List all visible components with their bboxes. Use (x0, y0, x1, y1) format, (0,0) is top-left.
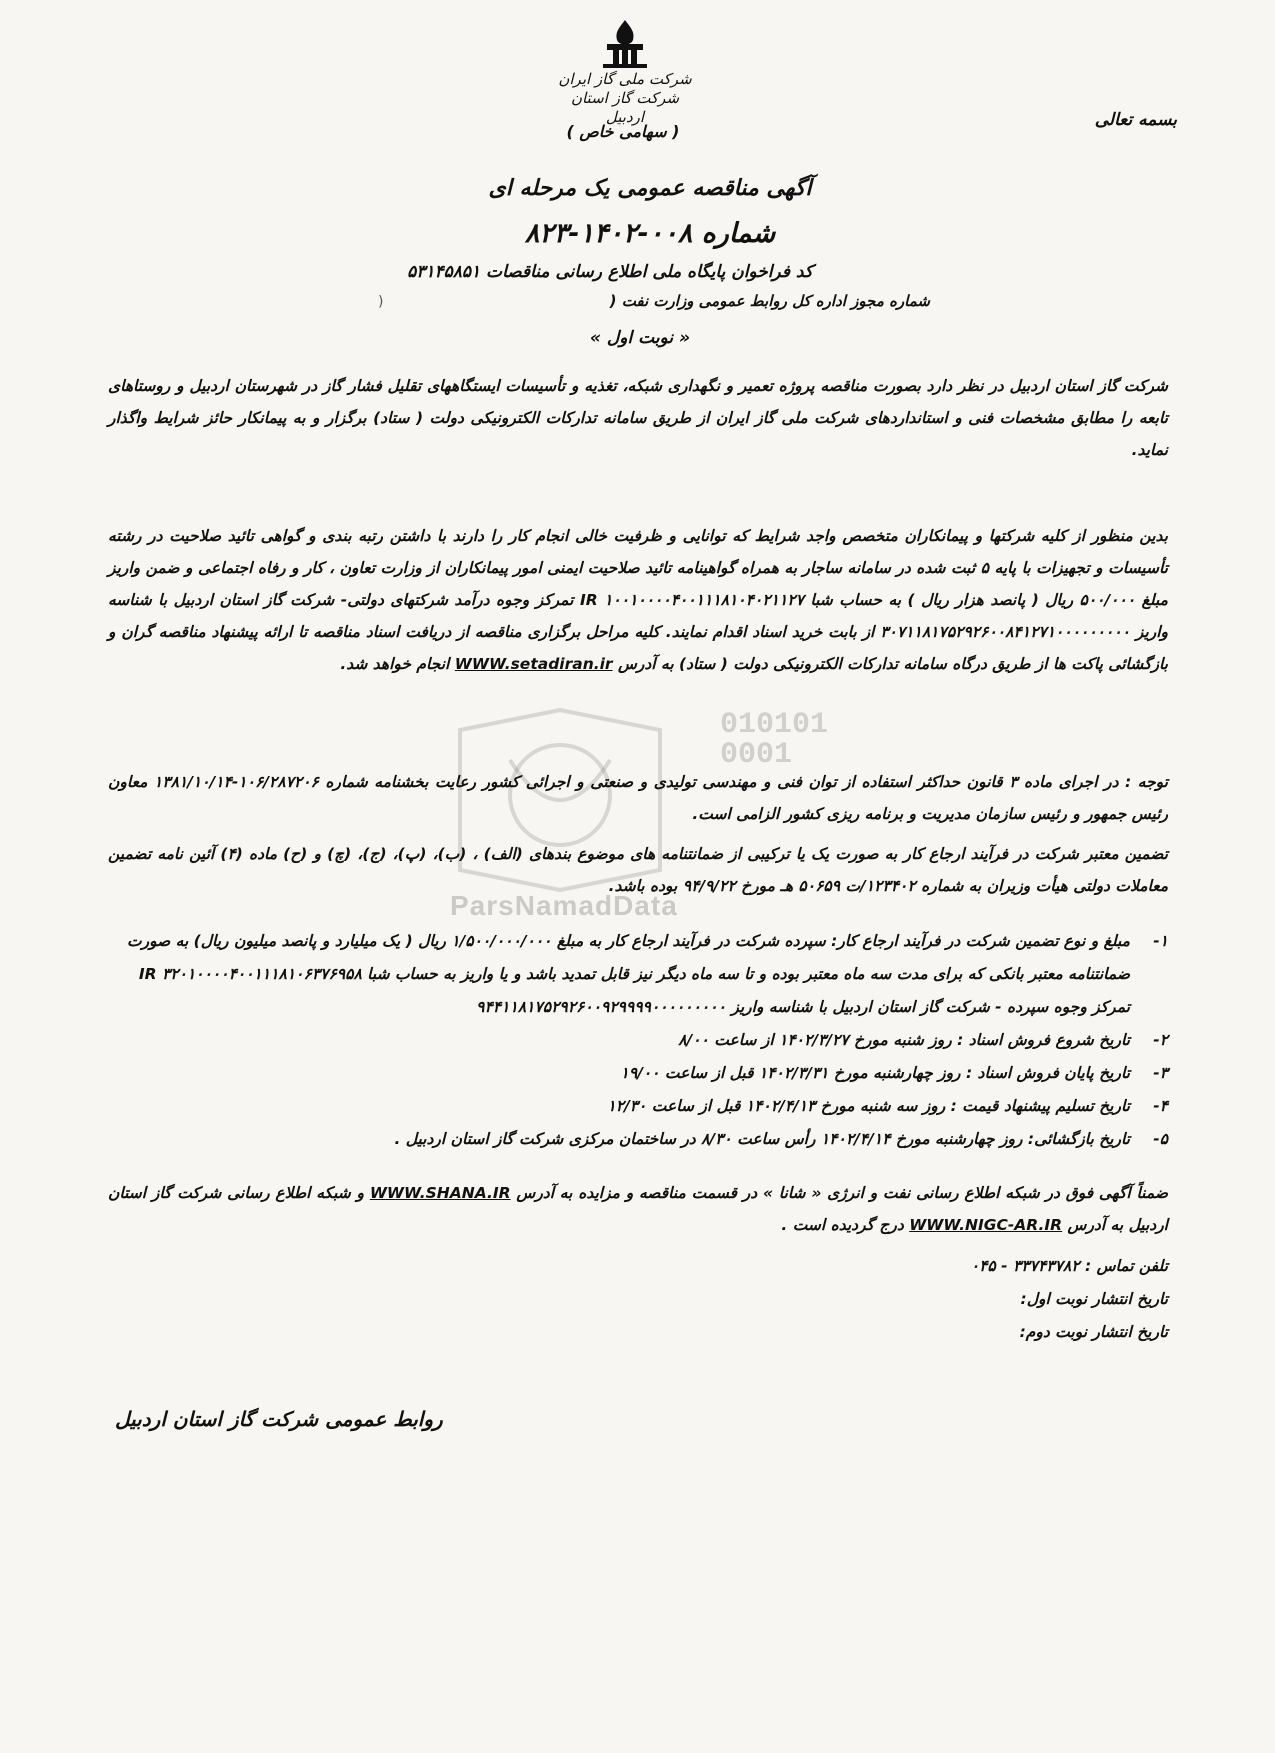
company-type: ( سهامی خاص ) (566, 122, 680, 141)
publish-date-second: تاریخ انتشار نوبت دوم: (1019, 1323, 1168, 1341)
shana-link[interactable]: WWW.SHANA.IR (369, 1184, 511, 1202)
list-item: ۴- تاریخ تسلیم پیشنهاد قیمت : روز سه شنبه مورخ ۱۴۰۲/۴/۱۳ قبل از ساعت ۱۲/۳۰ (607, 1097, 1168, 1115)
round-label: « نوبت اول » (589, 328, 691, 348)
list-item: ۲- تاریخ شروع فروش اسناد : روز شنبه مورخ ۱۴۰۲/۳/۲۷ از ساعت ۸/۰۰ (678, 1031, 1168, 1049)
notice-number: شماره ۰۰۸-۱۴۰۲-۸۲۳ (524, 218, 776, 249)
setadiran-link[interactable]: WWW.setadiran.ir (454, 655, 613, 673)
conditions-list (108, 925, 1168, 1156)
license-number-close: ) (378, 294, 384, 310)
phone-line: تلفن تماس : ۳۳۷۴۳۷۸۲ - ۰۴۵ (970, 1257, 1168, 1275)
guarantee-paragraph: تضمین معتبر شرکت در فرآیند ارجاع کار به صورت یک یا ترکیبی از ضمانتنامه های موضوع بندهای (الف) ، (ب)، (پ)، (ج)، (چ) و (ح) ماده (۴) آئین نامه تضمین معاملات دولتی هیأت وزیران به شماره ۱۲۳۴۰۲/ت ۵۰۶۵۹ هـ مورخ ۹۴/۹/۲۲ بوده باشد. (108, 845, 1168, 895)
call-code: کد فراخوان پایگاه ملی اطلاع رسانی مناقصات ۵۳۱۴۵۸۵۱ (407, 262, 813, 282)
note-paragraph: توجه : در اجرای ماده ۳ قانون حداکثر استفاده از توان فنی و مهندسی تولیدی و صنعتی و اجرائی کشور رعایت بخشنامه شماره ۱۰۶/۲۸۷۲۰۶-۱۳۸۱/۱۰/۱۴ معاون رئیس جمهور و رئیس سازمان مدیریت و برنامه ریزی کشور الزامی است. (108, 773, 1168, 823)
intro-paragraph: شرکت گاز استان اردبیل در نظر دارد بصورت مناقصه پروژه تعمیر و نگهداری شبکه، تغذیه و تأسیسات ایستگاههای تقلیل فشار گاز در شهرستان اردبیل و روستاهای تابعه را مطابق مشخصات فنی و استانداردهای شرکت ملی گاز ایران از طریق سامانه تدارکات الکترونیکی دولت ( ستاد) برگزار و به پیمانکار حائز شرایط واگذار نماید. (108, 377, 1168, 459)
list-item: ۱- مبلغ و نوع تضمین شرکت در فرآیند ارجاع کار: سپرده شرکت در فرآیند ارجاع کار به مبلغ ۱/۵۰۰/۰۰۰/۰۰۰ ریال ( یک میلیارد و پانصد میلیون ریال) به صورت ضمانتنامه معتبر بانکی که برای مدت سه ماه معتبر بوده و تا سه ماه دیگر نیز قابل تمدید باشد و یا واریز به حساب شبا IR ۳۲۰۱۰۰۰۰۴۰۰۱۱۱۸۱۰۶۳۷۶۹۵۸ تمرکز وجوه سپرده - شرکت گاز استان اردبیل با شناسه واریز ۹۴۴۱۱۸۱۷۵۲۹۲۶۰۰۹۲۹۹۹۹۰۰۰۰۰۰۰۰۰ (127, 932, 1168, 1016)
watermark-text: ParsNamadData (450, 890, 678, 921)
signature: روابط عمومی شرکت گاز استان اردبیل (115, 1407, 443, 1431)
list-item: ۵- تاریخ بازگشائی: روز چهارشنبه مورخ ۱۴۰۲/۴/۱۴ رأس ساعت ۸/۳۰ در ساختمان مرکزی شرکت گاز استان اردبیل . (394, 1130, 1168, 1148)
watermark-digits: 010101 0001 (720, 708, 829, 772)
publication-paragraph: ضمناً آگهی فوق در شبکه اطلاع رسانی نفت و انرژی « شانا » در قسمت مناقصه و مزایده به آدرس WWW.SHANA.IR و شبکه اطلاع رسانی شرکت گاز استان اردبیل به آدرس WWW.NIGC-AR.IR درج گردیده است . (108, 1184, 1168, 1234)
company-logo (555, 18, 695, 127)
publish-date-first: تاریخ انتشار نوبت اول: (1020, 1290, 1168, 1308)
license-number: شماره مجوز اداره کل روابط عمومی وزارت نفت ( (609, 292, 930, 310)
requirements-paragraph: بدین منظور از کلیه شرکتها و پیمانکاران متخصص واجد شرایط که توانایی و ظرفیت خالی انجام کار را دارند با داشتن رتبه بندی و گواهی تائید صلاحیت در رشته تأسیسات و تجهیزات با پایه ۵ ثبت شده در سامانه ساجار به همراه گواهینامه تائید صلاحیت ایمنی امور پیمانکاران از وزارت تعاون ، کار و رفاه اجتماعی و ضمن واریز مبلغ ۵۰۰/۰۰۰ ریال ( پانصد هزار ریال ) به حساب شبا IR ۱۰۰۱۰۰۰۰۴۰۰۱۱۱۸۱۰۴۰۲۱۱۲۷ تمرکز وجوه درآمد شرکتهای دولتی- شرکت گاز استان اردبیل با شناسه واریز ۳۰۷۱۱۸۱۷۵۲۹۲۶۰۰۸۴۱۲۷۱۰۰۰۰۰۰۰۰۰ از بابت خرید اسناد اقدام نمایند. کلیه مراحل برگزاری مناقصه از دریافت اسناد مناقصه تا ارائه پیشنهاد مناقصه گران و بازگشائی پاکت ها از طریق درگاه سامانه تدارکات الکترونیکی دولت ( ستاد) به آدرس WWW.setadiran.ir انجام خواهد شد. (108, 527, 1168, 673)
logo-line1: شرکت ملی گاز ایران (558, 70, 692, 88)
notice-title: آگهی مناقصه عمومی یک مرحله ای (488, 176, 812, 201)
list-item: ۳- تاریخ پایان فروش اسناد : روز چهارشنبه مورخ ۱۴۰۲/۳/۳۱ قبل از ساعت ۱۹/۰۰ (620, 1064, 1168, 1082)
logo-line2: شرکت گاز استان اردبیل (570, 89, 680, 126)
gas-flame-logo-icon (595, 18, 655, 70)
nigc-link[interactable]: WWW.NIGC-AR.IR (909, 1216, 1063, 1234)
basmala: بسمه تعالی (1094, 110, 1177, 130)
